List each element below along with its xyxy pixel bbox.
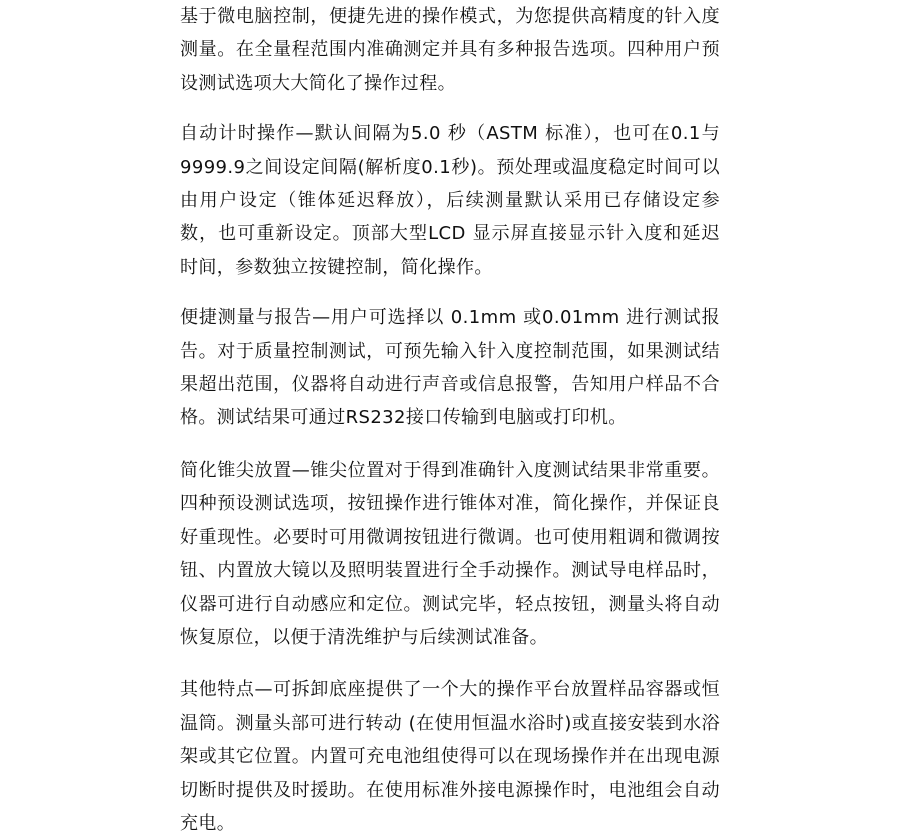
paragraph-other-features: 其他特点—可拆卸底座提供了一个大的操作平台放置样品容器或恒温筒。测量头部可进行转动 (在使用恒温水浴时)或直接安装到水浴架或其它位置。内置可充电池组使得可以在现场操作并在出现电源切断时提供及时援助。在使用标准外接电源操作时，电池组会自动充电。 bbox=[180, 679, 720, 834]
paragraph-auto-timing: 自动计时操作—默认间隔为5.0 秒（ASTM 标准），也可在0.1与9999.9之间设定间隔(解析度0.1秒)。预处理或温度稳定时间可以由用户设定（锥体延迟释放），后续测量默认采用已存储设定参数，也可重新设定。顶部大型LCD 显示屏直接显示针入度和延迟时间，参数独立按键控制，简化操作。 bbox=[180, 123, 720, 278]
document-body bbox=[180, 0, 720, 840]
paragraph-measurement-report: 便捷测量与报告—用户可选择以 0.1mm 或0.01mm 进行测试报告。对于质量控制测试，可预先输入针入度控制范围，如果测试结果超出范围，仪器将自动进行声音或信息报警，告知用户样品不合格。测试结果可通过RS232接口传输到电脑或打印机。 bbox=[180, 307, 720, 429]
paragraph-cone-tip-placement: 简化锥尖放置—锥尖位置对于得到准确针入度测试结果非常重要。四种预设测试选项，按钮操作进行锥体对准，简化操作，并保证良好重现性。必要时可用微调按钮进行微调。也可使用粗调和微调按钮、内置放大镜以及照明装置进行全手动操作。测试导电样品时，仪器可进行自动感应和定位。测试完毕，轻点按钮，测量头将自动恢复原位，以便于清洗维护与后续测试准备。 bbox=[180, 459, 720, 648]
paragraph-intro: 基于微电脑控制，便捷先进的操作模式，为您提供高精度的针入度测量。在全量程范围内准确测定并具有多种报告选项。四种用户预设测试选项大大简化了操作过程。 bbox=[180, 6, 720, 94]
